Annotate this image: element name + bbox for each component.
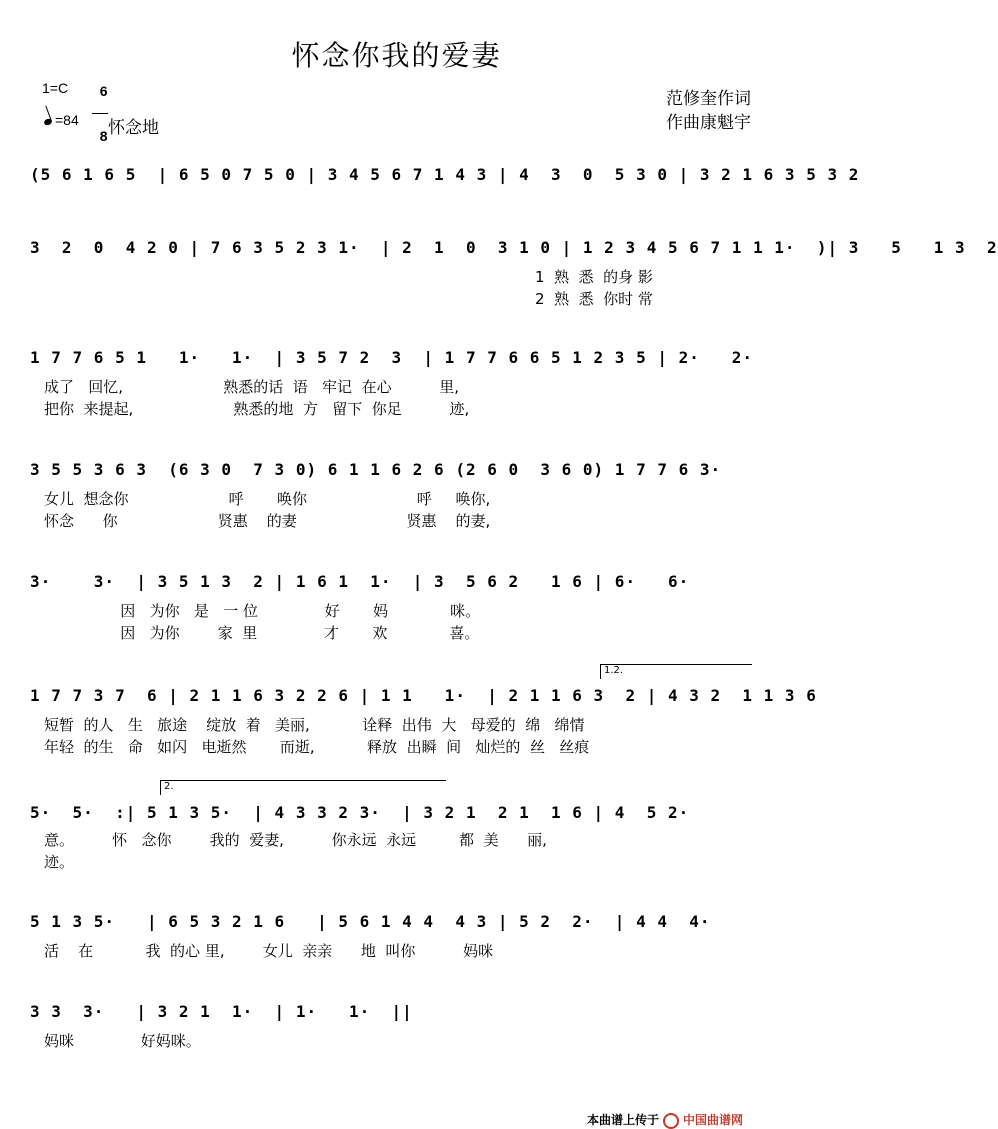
tempo-marking — [44, 112, 79, 128]
key-signature: 1=C — [42, 80, 69, 96]
footer-text: 本曲谱上传于 — [586, 1113, 659, 1127]
notation-row: 5 1 3 5· | 6 5 3 2 1 6 | 5 6 1 4 4 4 3 | 5 2 2· | 4 4 4· — [30, 912, 711, 931]
page-title: 怀念你我的爱妻 — [291, 39, 502, 72]
notation-row: (5 6 1 6 5 | 6 5 0 7 5 0 | 3 4 5 6 7 1 4 3 | 4 3 0 5 3 0 | 3 2 1 6 3 5 3 2 — [30, 165, 860, 184]
lyric-verse-1: 因 为你 是 一 位 好 妈 咪。 — [44, 602, 481, 620]
notation-row: 3 2 0 4 2 0 | 7 6 3 5 2 3 1· | 2 1 0 3 1 0 | 1 2 3 4 5 6 7 1 1 1· )| 3 5 1 3 2 — [30, 238, 998, 257]
lyric-verse-2: 迹。 — [44, 853, 75, 871]
lyric-verse-1: 1 熟 悉 的身 影 — [535, 268, 653, 286]
footer-site-link[interactable]: 中国曲谱网 — [682, 1113, 743, 1127]
expression-marking: 怀念地 — [108, 118, 159, 138]
lyric-verse-1: 女儿 想念你 呼 唤你 呼 唤你, — [44, 490, 491, 508]
notation-row: 1 7 7 3 7 6 | 2 1 1 6 3 2 2 6 | 1 1 1· | 2 1 1 6 3 2 | 4 3 2 1 1 3 6 — [30, 686, 817, 705]
footer-credit — [579, 1097, 743, 1129]
notation-row: 5· 5· :| 5 1 3 5· | 4 3 3 2 3· | 3 2 1 2 1 1 6 | 4 5 2· — [30, 803, 690, 822]
notation-row: 3 3 3· | 3 2 1 1· | 1· 1· || — [30, 1002, 413, 1021]
time-signature-top: 6 — [99, 83, 108, 99]
lyric-verse-1: 成了 回忆, 熟悉的话 语 牢记 在心 里, — [44, 378, 460, 396]
lyric-verse-1: 意。 怀 念你 我的 爱妻, 你永远 永远 都 美 丽, — [44, 831, 547, 849]
lyric-verse-2: 因 为你 家 里 才 欢 喜。 — [44, 624, 480, 642]
lyric-verse-1: 短暂 的人 生 旅途 绽放 着 美丽, 诠释 出伟 大 母爱的 绵 绵情 — [44, 716, 585, 734]
composer-credit: 作曲康魁宇 — [666, 113, 751, 133]
time-signature-bottom: 8 — [99, 128, 108, 144]
site-logo-icon — [663, 1113, 679, 1129]
lyric-verse-2: 把你 来提起, 熟悉的地 方 留下 你足 迹, — [44, 400, 470, 418]
notation-row: 1 7 7 6 5 1 1· 1· | 3 5 7 2 3 | 1 7 7 6 6 5 1 2 3 5 | 2· 2· — [30, 348, 754, 367]
notation-row: 3· 3· | 3 5 1 3 2 | 1 6 1 1· | 3 5 6 2 1 6 | 6· 6· — [30, 572, 690, 591]
notation-row: 3 5 5 3 6 3 (6 3 0 7 3 0) 6 1 1 6 2 6 (2 6 0 3 6 0) 1 7 7 6 3· — [30, 460, 722, 479]
volta-bracket-2: 2. — [160, 780, 446, 795]
lyric-verse-2: 年轻 的生 命 如闪 电逝然 而逝, 释放 出瞬 间 灿烂的 丝 丝痕 — [44, 738, 590, 756]
lyric-verse-1: 妈咪 好妈咪。 — [44, 1032, 201, 1050]
lyricist-credit: 范修奎作词 — [666, 89, 751, 109]
lyric-verse-1: 活 在 我 的心 里, 女儿 亲亲 地 叫你 妈咪 — [44, 942, 494, 960]
volta-bracket-1: 1.2. — [600, 664, 752, 679]
lyric-verse-2: 怀念 你 贤惠 的妻 贤惠 的妻, — [44, 512, 491, 530]
tempo-value: =84 — [55, 112, 79, 128]
time-signature — [92, 70, 108, 143]
lyric-verse-2: 2 熟 悉 你时 常 — [535, 290, 653, 308]
quarter-note-icon — [43, 118, 53, 126]
